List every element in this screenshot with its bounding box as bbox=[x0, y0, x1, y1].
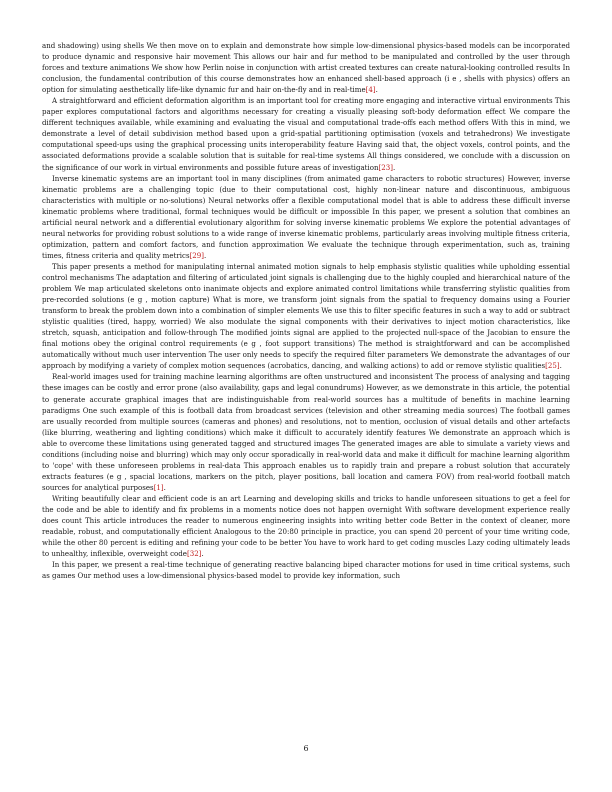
paragraph-writing-code bbox=[42, 493, 570, 559]
paragraph-end: . bbox=[559, 361, 562, 371]
citation-link[interactable]: [4] bbox=[365, 85, 376, 95]
paragraph-hair-fur bbox=[42, 40, 570, 95]
citation-link[interactable]: [1] bbox=[153, 482, 164, 492]
paragraph-motion-signals bbox=[42, 261, 570, 371]
paragraph-end: . bbox=[204, 250, 207, 260]
paragraph-text: Inverse kinematic systems are an important tool in many disciplines (from animated game characters to robotic structures) However, inverse kinematic problems are a challenging topic (due to their computational cost, highly non-linear nature and discontinuous, ambiguous characteristics with multiple or no-solutions) Neural networks offer a flexible computational model that is able to address these difficult inverse kinematic problems where traditional, formal techniques would be difficult or impossible In this paper, we present a solution that combines an artificial neural network and a differential evolutionary algorithm for solving inverse kinematic problems We explore the potential advantages of neural networks for providing robust solutions to a wide range of inverse kinematic problems, particularly areas involving multiple fitness criteria, optimization, pattern and comfort factors, and function approximation We evaluate the technique through experimentation, such as, training times, fitness criteria and quality metrics bbox=[42, 173, 570, 260]
citation-link[interactable]: [23] bbox=[378, 162, 393, 172]
citation-link[interactable]: [29] bbox=[189, 250, 205, 260]
paragraph-inverse-kinematics bbox=[42, 173, 570, 261]
paragraph-text: This paper presents a method for manipulating internal animated motion signals to help emphasis stylistic qualities while upholding essential control mechanisms The adaptation and filtering of articulated joint signals is challenging due to the highly coupled and hierarchical nature of the problem We map articulated skeletons onto inanimate objects and explore animated control limitations while transferring stylistic qualities from pre-recorded solutions (e g , motion capture) What is more, we transform joint signals from the spatial to frequency domains using a Fourier transform to break the problem down into a combination of simpler elements We use this to filter specific features in such a way to add or subtract stylistic qualities (tired, happy, worried) We also modulate the signal components with their derivatives to inject motion characteristics, like stretch, squash, anticipation and follow-through The modified joints signal are applied to the projected null-space of the Jacobian to ensure the final motions obey the original control requirements (e g , foot support transitions) The method is straightforward and can be accomplished automatically without much user intervention The user only needs to specify the required filter parameters We demonstrate the advantages of our approach by modifying a variety of complex motion sequences (acrobatics, dancing, and walking actions) to add or remove stylistic qualities bbox=[42, 261, 570, 371]
body-text-column bbox=[42, 40, 570, 581]
paragraph-end: . bbox=[163, 482, 166, 492]
paragraph-training-images bbox=[42, 371, 570, 493]
paragraph-end: . bbox=[375, 85, 378, 95]
paragraph-text: Real-world images used for training machine learning algorithms are often unstructured and inconsistent The process of analysing and tagging these images can be costly and error prone (also availability, gaps and legal conundrums) However, as we demonstrate in this article, the potential to generate accurate graphical images that are indistinguishable from real-world sources has a multitude of benefits in machine learning paradigms One such example of this is football data from broadcast services (television and other streaming media sources) The football games are usually recorded from multiple sources (cameras and phones) and resolutions, not to mention, occlusion of visual details and other artefacts (like blurring, weathering and lighting conditions) which make it difficult to accurately identify features We demonstrate an approach which is able to overcome these limitations using generated tagged and structured images The generated images are able to simulate a variety views and conditions (including noise and blurring) which may only occur sporadically in real-world data and make it difficult for machine learning algorithm to 'cope' with these unforeseen problems in real-data This approach enables us to rapidly train and prepare a robust solution that accurately extracts features (e g , spacial locations, markers on the pitch, player positions, ball location and camera FOV) from real-world football match sources for analytical purposes bbox=[42, 372, 570, 492]
paragraph-end: . bbox=[393, 162, 396, 172]
paragraph-text: In this paper, we present a real-time technique of generating reactive balancing biped character motions for used in time critical systems, such as games Our method uses a low-dimensional physics-based model to provide key information, such bbox=[42, 560, 570, 581]
paragraph-biped-balancing bbox=[42, 559, 570, 581]
page-number: 6 bbox=[303, 744, 309, 753]
paragraph-end: . bbox=[201, 549, 204, 559]
paragraph-deformation bbox=[42, 95, 570, 172]
paragraph-text: A straightforward and efficient deformation algorithm is an important tool for creating more engaging and interactive virtual environments This paper explores computational factors and algorithms necessary for creating a visually pleasing soft-body deformation effect We compare the different techniques available, while examining and evaluating the visual and computational trade-offs each method offers With this in mind, we demonstrate a level of detail subdivision method based upon a grid-spatial partitioning optimisation (voxels and tetrahedrons) We investigate computational speed-ups using the graphical processing units interoperability feature Having said that, the object voxels, control points, and the associated deformations provide a scalable solution that is suitable for real-time systems All things considered, we conclude with a discussion on the significance of our work in virtual environments and possible future areas of investigation bbox=[42, 96, 570, 172]
citation-link[interactable]: [25] bbox=[545, 361, 560, 371]
paragraph-text: and shadowing) using shells We then move on to explain and demonstrate how simple low-dimensional physics-based models can be incorporated to produce dynamic and responsive hair movement This allows our hair and fur method to be manipulated and controlled by the user through forces and texture animations We show how Perlin noise in conjunction with artist created textures can create natural-looking controlled results In conclusion, the fundamental contribution of this course demonstrates how an enhanced shell-based approach (i e , shells with physics) offers an option for simulating aesthetically life-like dynamic fur and hair on-the-fly and in real-time bbox=[42, 41, 570, 95]
citation-link[interactable]: [32] bbox=[186, 549, 202, 559]
paragraph-text: Writing beautifully clear and efficient code is an art Learning and developing skills and tricks to handle unforeseen situations to get a feel for the code and be able to identify and fix problems in a moments notice does not happen overnight With software development experience really does count This article introduces the reader to numerous engineering insights into writing better code Better in the context of cleaner, more readable, robust, and computationally efficient Analogous to the 20:80 principle in practice, you can spend 20 percent of your time writing code, while the other 80 percent is editing and refining your code to be better You have to work hard to get coding muscles Lazy coding ultimately leads to unhealthy, inflexible, overweight code bbox=[42, 493, 570, 559]
